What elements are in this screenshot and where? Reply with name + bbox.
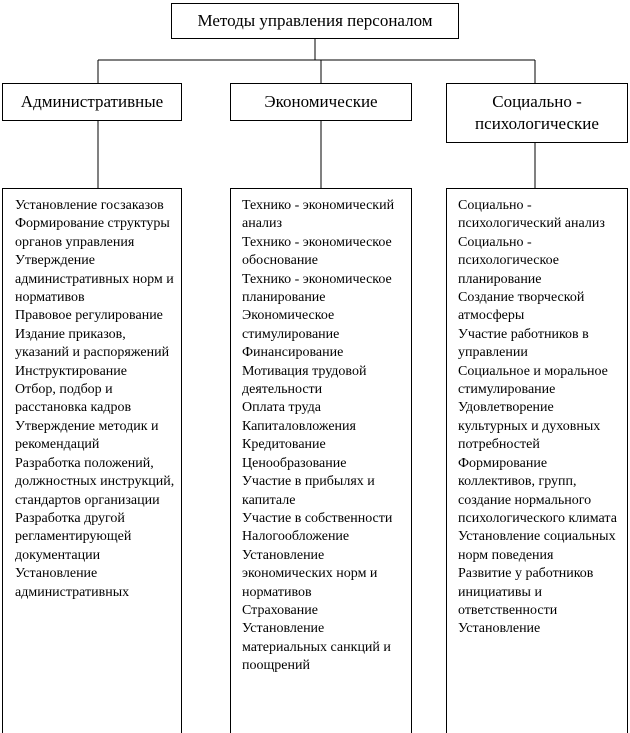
method-item: Установление экономических норм и нормативов	[242, 547, 378, 600]
methods-list-administrative	[2, 188, 182, 733]
method-item: Развитие у работников инициативы и ответственности	[458, 566, 594, 618]
method-item: Технико - экономическое планирование	[242, 271, 392, 306]
method-item: Формирование коллективов, групп, создание нормального психологического климата	[458, 455, 617, 526]
method-item: Оплата труда	[242, 400, 322, 416]
method-item: Участие работников в управлении	[458, 326, 589, 361]
method-item: Технико - экономическое обоснование	[242, 234, 392, 269]
methods-list-economic	[230, 188, 412, 733]
method-item: Разработка положений, должностных инструкций, стандартов организации	[15, 455, 175, 508]
method-item: Установление административных	[15, 566, 130, 600]
method-item: Инструктирование	[15, 363, 127, 379]
method-item: Социальное и моральное стимулирование	[458, 363, 608, 398]
method-item: Социально - психологический анализ	[458, 198, 605, 232]
category-header-economic	[230, 83, 412, 121]
method-item: Установление материальных санкций и поощрений	[242, 621, 391, 674]
methods-list-socio-psychological	[446, 188, 628, 733]
method-item: Страхование	[242, 602, 318, 618]
category-title: Экономические	[264, 92, 378, 111]
method-item: Участие в прибылях и капитале	[242, 474, 375, 508]
method-item: Налогообложение	[242, 529, 350, 545]
method-item: Установление госзаказов	[15, 198, 164, 213]
method-item: Утверждение методик и рекомендаций	[15, 418, 159, 453]
method-item: Участие в собственности	[242, 510, 393, 526]
method-item: Разработка другой регламентирующей документации	[15, 510, 132, 563]
method-item: Установление социальных норм поведения	[458, 529, 616, 563]
method-item: Ценообразование	[242, 455, 347, 471]
category-header-administrative	[2, 83, 182, 121]
category-header-socio-psychological	[446, 83, 628, 143]
method-item: Создание творческой атмосферы	[458, 290, 585, 324]
method-item: Социально - психологическое планирование	[458, 234, 559, 287]
method-item: Мотивация трудовой деятельности	[242, 363, 367, 398]
category-title: Социально - психологические	[475, 92, 599, 133]
method-item: Формирование структуры органов управления	[15, 216, 170, 250]
method-item: Удовлетворение культурных и духовных потребностей	[458, 400, 601, 453]
method-item: Экономическое стимулирование	[242, 308, 340, 342]
method-item: Капиталовложения	[242, 418, 356, 434]
method-item: Установление	[458, 621, 541, 637]
method-item: Утверждение административных норм и нормативов	[15, 253, 174, 306]
method-item: Правовое регулирование	[15, 308, 163, 324]
method-item: Отбор, подбор и расстановка кадров	[15, 382, 132, 416]
root-node	[171, 3, 459, 39]
method-item: Кредитование	[242, 437, 326, 453]
root-label: Методы управления персоналом	[197, 11, 433, 30]
method-item: Финансирование	[242, 345, 344, 361]
category-title: Административные	[20, 92, 164, 111]
method-item: Технико - экономический анализ	[242, 198, 395, 232]
method-item: Издание приказов, указаний и распоряжений	[15, 326, 170, 361]
